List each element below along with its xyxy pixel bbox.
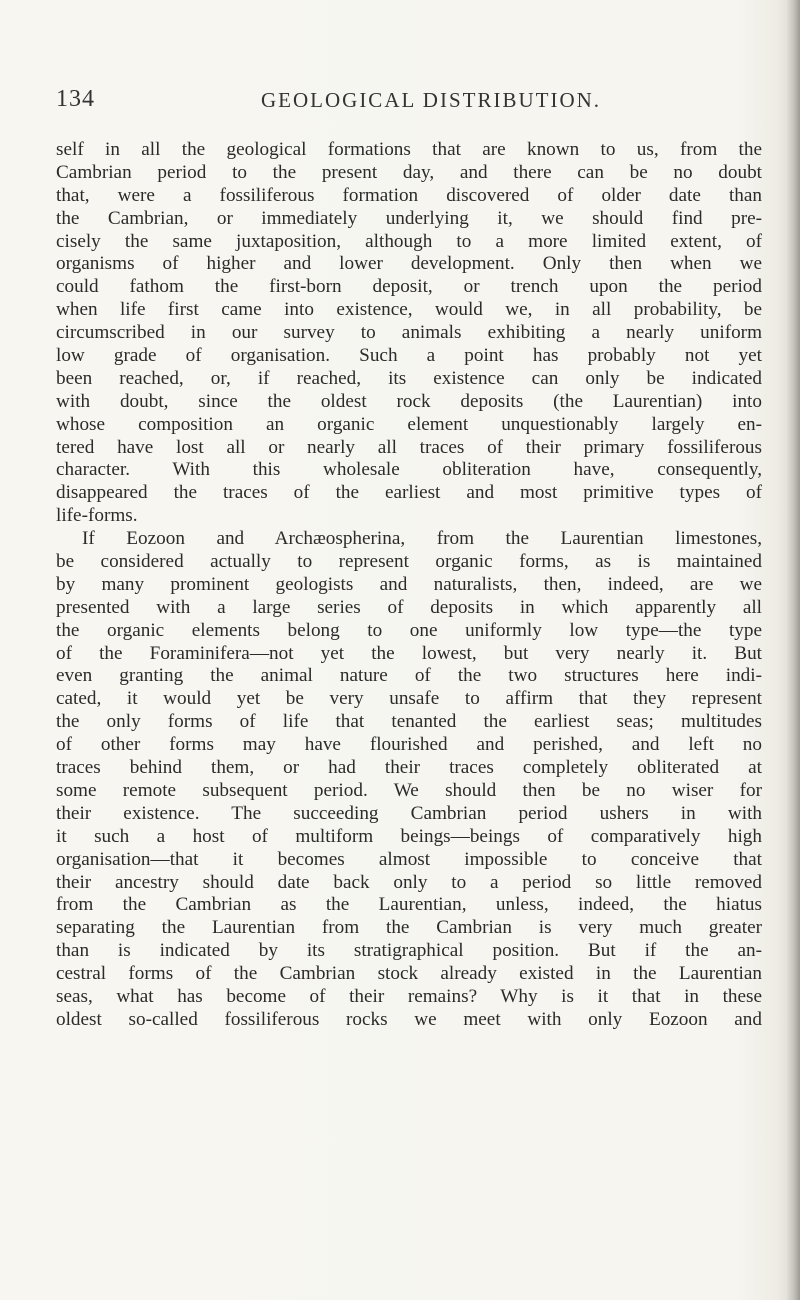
text-line: cisely the same juxtaposition, although to a more limited extent, of [56, 230, 762, 252]
text-line: even granting the animal nature of the two structures here indi- [56, 665, 762, 687]
text-line: separating the Laurentian from the Cambrian is very much greater [56, 917, 762, 939]
running-head: GEOLOGICAL DISTRIBUTION. [261, 88, 602, 112]
text-line: disappeared the traces of the earliest and most primitive types of [56, 482, 762, 504]
text-line: the only forms of life that tenanted the earliest seas; multitudes [56, 711, 762, 733]
text-line: with doubt, since the oldest rock deposits (the Laurentian) into [56, 390, 762, 412]
text-line: their ancestry should date back only to a period so little removed [56, 871, 762, 893]
body-text [56, 139, 762, 1032]
text-line: of the Foraminifera—not yet the lowest, but very nearly it. But [56, 642, 762, 664]
text-line: presented with a large series of deposits in which apparently all [56, 596, 762, 618]
text-line: could fathom the first-born deposit, or trench upon the period [56, 276, 762, 298]
text-line: tered have lost all or nearly all traces of their primary fossiliferous [56, 436, 762, 458]
text-line: self in all the geological formations that are known to us, from the [56, 139, 762, 160]
text-line: oldest so-called fossiliferous rocks we meet with only Eozoon and [56, 1008, 762, 1030]
paragraph-end-line: life-forms. [56, 505, 138, 527]
text-line: cated, it would yet be very unsafe to affirm that they represent [56, 688, 762, 710]
text-line: cestral forms of the Cambrian stock already existed in the Laurentian [56, 963, 762, 985]
text-line: when life first came into existence, would we, in all probability, be [56, 299, 762, 321]
page-number: 134 [56, 86, 95, 112]
text-line: circumscribed in our survey to animals exhibiting a nearly uniform [56, 322, 762, 344]
text-line: low grade of organisation. Such a point has probably not yet [56, 345, 762, 367]
text-line: some remote subsequent period. We should then be no wiser for [56, 779, 762, 801]
text-line: from the Cambrian as the Laurentian, unless, indeed, the hiatus [56, 894, 762, 916]
paragraph-start-line: If Eozoon and Archæospherina, from the Laurentian limestones, [82, 528, 762, 550]
text-line: whose composition an organic element unquestionably largely en- [56, 413, 762, 435]
text-line: of other forms may have flourished and perished, and left no [56, 734, 762, 756]
text-line: that, were a fossiliferous formation discovered of older date than [56, 184, 762, 206]
page-edge-shadow [786, 0, 800, 1300]
text-line: by many prominent geologists and naturalists, then, indeed, are we [56, 573, 762, 595]
text-line: than is indicated by its stratigraphical position. But if the an- [56, 940, 762, 962]
text-line: character. With this wholesale obliteration have, consequently, [56, 459, 762, 481]
text-line: the organic elements belong to one uniformly low type—the type [56, 619, 762, 641]
text-line: organisation—that it becomes almost impossible to conceive that [56, 848, 762, 870]
text-line: traces behind them, or had their traces completely obliterated at [56, 757, 762, 779]
text-line: the Cambrian, or immediately underlying it, we should find pre- [56, 207, 762, 229]
text-line: it such a host of multiform beings—beings of comparatively high [56, 825, 762, 847]
text-line: been reached, or, if reached, its existence can only be indicated [56, 367, 762, 389]
text-line: be considered actually to represent organic forms, as is maintained [56, 551, 762, 573]
text-line: Cambrian period to the present day, and there can be no doubt [56, 161, 762, 183]
text-line: seas, what has become of their remains? Why is it that in these [56, 985, 762, 1007]
text-line: their existence. The succeeding Cambrian period ushers in with [56, 802, 762, 824]
page-header [56, 86, 706, 120]
text-line: organisms of higher and lower development. Only then when we [56, 253, 762, 275]
